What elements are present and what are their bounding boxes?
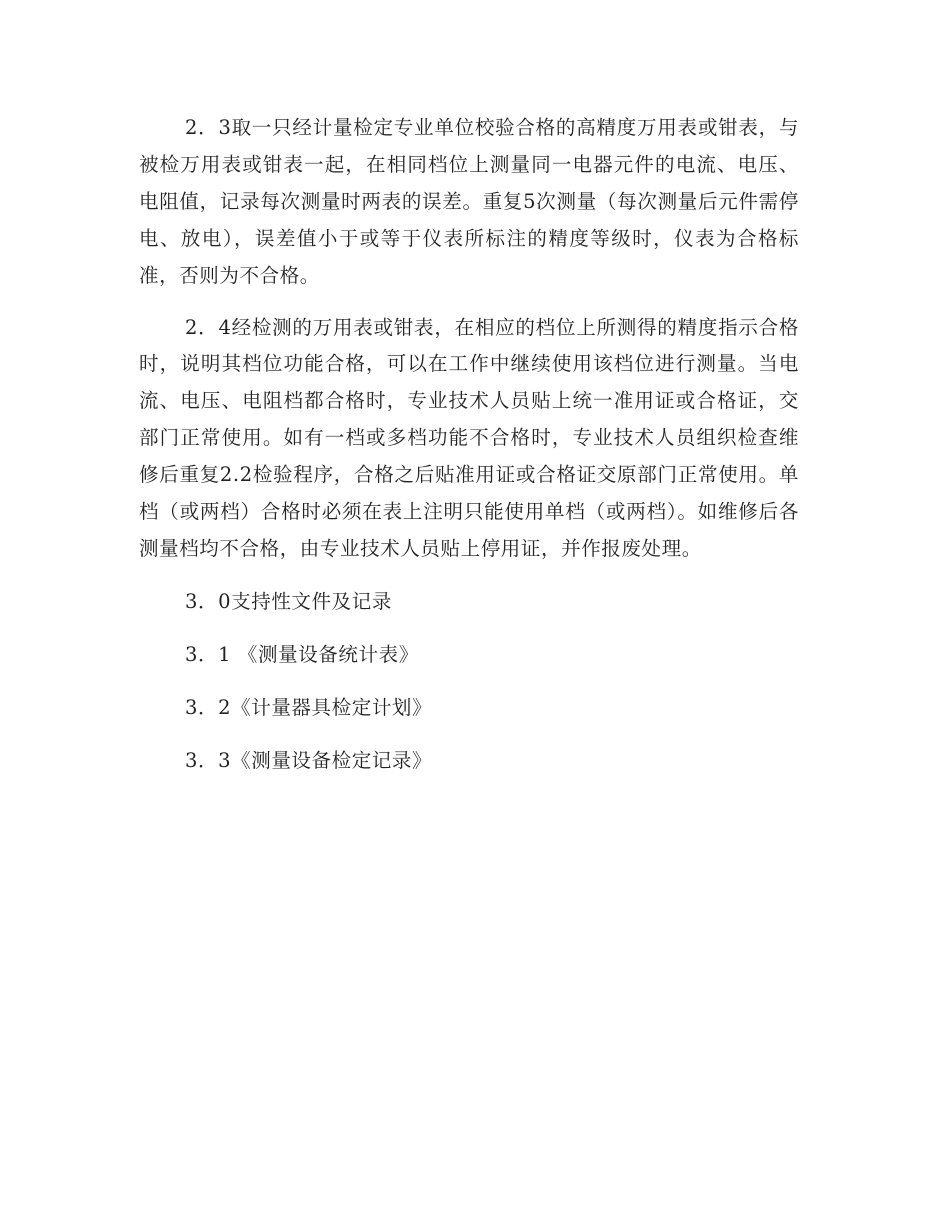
heading-3-0: 3．0支持性文件及记录 [185,589,392,613]
list-item-3-1: 3．1 《测量设备统计表》 [185,642,419,666]
list-item-3-2: 3．2《计量器具检定计划》 [185,695,433,719]
document-body [139,110,799,780]
paragraph-2-3: 2．3取一只经计量检定专业单位校验合格的高精度万用表或钳表，与被检万用表或钳表一起，在相同档位上测量同一电器元件的电流、电压、电阻值，记录每次测量时两表的误差。重复5次测量（每次测量后元件需停电、放电），误差值小于或等于仪表所标注的精度等级时，仪表为合格标准，否则为不合格。 [139,116,799,287]
list-item-3-3: 3．3《测量设备检定记录》 [185,748,433,772]
paragraph-2-4: 2．4经检测的万用表或钳表，在相应的档位上所测得的精度指示合格时，说明其档位功能合格，可以在工作中继续使用该档位进行测量。当电流、电压、电阻档都合格时，专业技术人员贴上统一准用证或合格证，交部门正常使用。如有一档或多档功能不合格时，专业技术人员组织检查维修后重复2.2检验程序，合格之后贴准用证或合格证交原部门正常使用。单档（或两档）合格时必须在表上注明只能使用单档（或两档）。如维修后各测量档均不合格，由专业技术人员贴上停用证，并作报废处理。 [139,315,799,560]
